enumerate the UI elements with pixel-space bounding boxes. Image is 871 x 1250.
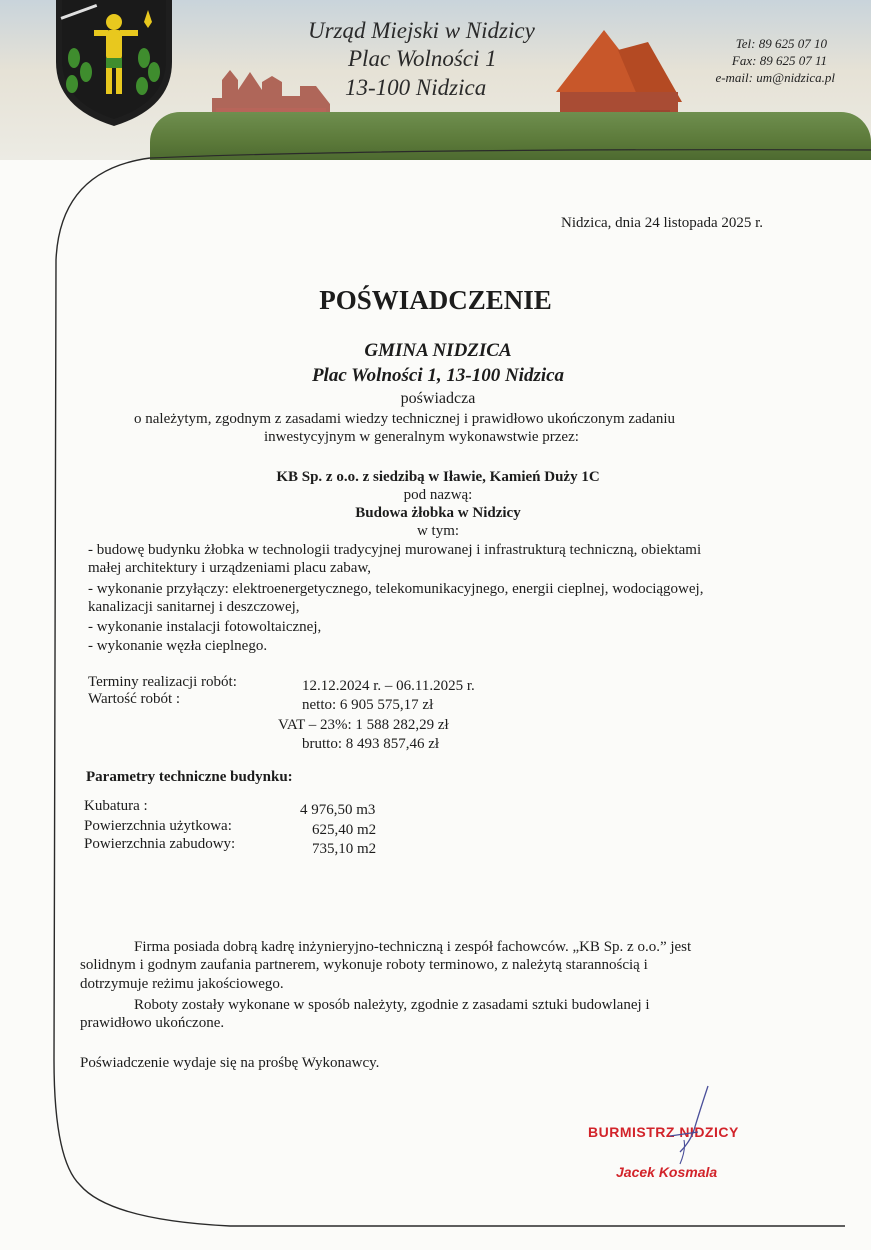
paragraph-line: prawidłowo ukończone.: [80, 1015, 225, 1031]
param-label: Powierzchnia zabudowy:: [84, 836, 236, 852]
contractor-name: KB Sp. z o.o. z siedzibą w Iławie, Kamień Duży 1C: [276, 469, 600, 485]
paragraph-line: Firma posiada dobrą kadrę inżynieryjno-techniczną i zespół fachowców. „KB Sp. z o.o.” jest: [134, 939, 692, 955]
value-vat: VAT – 23%: 1 588 282,29 zł: [278, 717, 449, 733]
intro-line-1: o należytym, zgodnym z zasadami wiedzy technicznej i prawidłowo ukończonym zadaniu: [134, 411, 676, 427]
issuer-name: GMINA NIDZICA: [364, 340, 512, 361]
scope-line: - wykonanie węzła cieplnego.: [88, 638, 268, 654]
closing-statement: Poświadczenie wydaje się na prośbę Wykonawcy.: [80, 1055, 380, 1071]
scope-line: kanalizacji sanitarnej i deszczowej,: [88, 599, 300, 615]
phone-number: Tel: 89 625 07 10: [735, 36, 827, 51]
terms-label: Terminy realizacji robót:: [88, 674, 237, 690]
scope-line: - wykonanie instalacji fotowoltaicznej,: [88, 619, 322, 635]
document-title: POŚWIADCZENIE: [319, 285, 552, 315]
date-line: Nidzica, dnia 24 listopada 2025 r.: [561, 215, 764, 231]
param-value: 4 976,50 m3: [300, 802, 376, 818]
handwritten-signature: [640, 1080, 730, 1170]
issuer-verb: poświadcza: [400, 390, 476, 407]
fax-number: Fax: 89 625 07 11: [731, 53, 827, 68]
value-brutto: brutto: 8 493 857,46 zł: [302, 736, 440, 752]
stamp-name: Jacek Kosmala: [616, 1164, 718, 1180]
project-name: Budowa żłobka w Nidzicy: [355, 505, 521, 521]
scope-line: małej architektury i urządzeniami placu zabaw,: [88, 560, 372, 576]
params-heading: Parametry techniczne budynku:: [86, 769, 293, 785]
issuer-address: Plac Wolności 1, 13-100 Nidzica: [311, 365, 565, 386]
coat-of-arms-logo: [50, 0, 178, 128]
paragraph-line: solidnym i godnym zaufania partnerem, wykonuje roboty terminowo, z należytą starannością i: [80, 957, 648, 973]
value-label: Wartość robót :: [88, 691, 181, 707]
office-street: Plac Wolności 1: [348, 46, 497, 71]
office-name: Urząd Miejski w Nidzicy: [308, 18, 535, 43]
stamp-title: BURMISTRZ NIDZICY: [588, 1124, 739, 1140]
email-address: e-mail: um@nidzica.pl: [715, 70, 835, 85]
under-name-label: pod nazwą:: [403, 487, 473, 503]
value-netto: netto: 6 905 575,17 zł: [302, 697, 434, 713]
scope-line: - budowę budynku żłobka w technologii tradycyjnej murowanej i infrastrukturą techniczną, obiektami: [88, 542, 702, 558]
intro-line-2: inwestycyjnym w generalnym wykonawstwie przez:: [264, 429, 579, 445]
param-value: 625,40 m2: [312, 822, 377, 838]
terms-value: 12.12.2024 r. – 06.11.2025 r.: [302, 678, 475, 694]
paragraph-line: dotrzymuje reżimu jakościowego.: [80, 976, 284, 992]
scope-line: - wykonanie przyłączy: elektroenergetycznego, telekomunikacyjnego, energii cieplnej, wodociągowej,: [88, 581, 704, 597]
paragraph-line: Roboty zostały wykonane w sposób należyty, zgodnie z zasadami sztuki budowlanej i: [134, 997, 650, 1013]
office-city: 13-100 Nidzica: [345, 75, 487, 100]
including-label: w tym:: [416, 523, 460, 539]
param-label: Powierzchnia użytkowa:: [84, 818, 232, 834]
param-label: Kubatura :: [84, 798, 148, 814]
tree-line: [150, 112, 871, 160]
param-value: 735,10 m2: [312, 841, 377, 857]
